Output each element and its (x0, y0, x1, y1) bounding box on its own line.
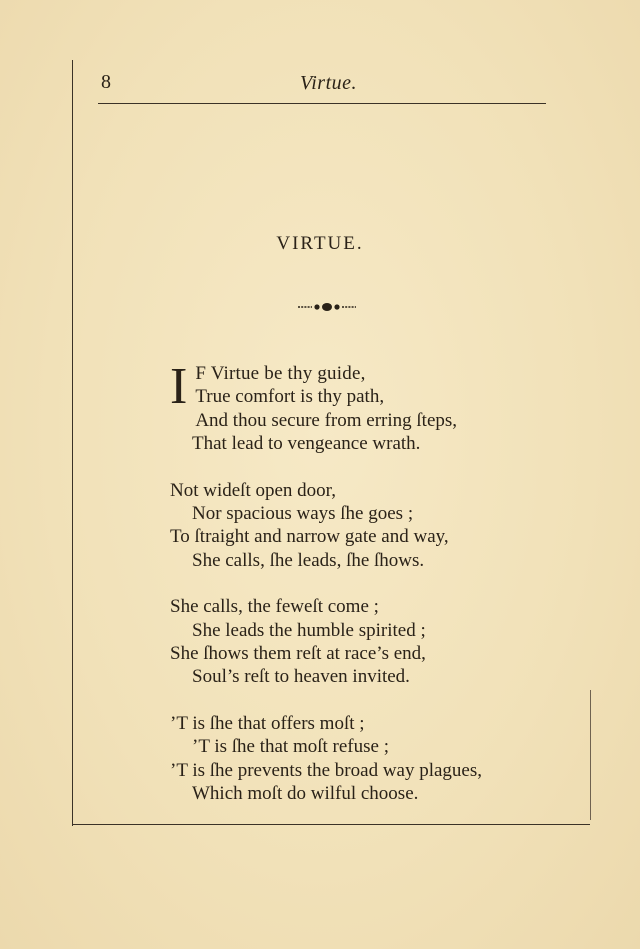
poem-line: True comfort is thy path, (195, 386, 385, 408)
poem-line-first: I F Virtue be thy guide, (170, 358, 366, 415)
poem-line: Which moſt do wilful choose. (192, 782, 419, 804)
ornament-divider-icon (296, 300, 358, 314)
drop-cap: I (170, 358, 188, 415)
poem-body (170, 358, 530, 829)
page-number: 8 (101, 71, 111, 93)
stanza-2 (170, 479, 530, 572)
running-head: Virtue. (300, 72, 358, 94)
poem-line: That lead to vengeance wrath. (192, 432, 421, 454)
poem-line: ’T is ſhe that moſt refuse ; (192, 736, 389, 758)
header-rule (98, 103, 546, 104)
poem-line: Nor spacious ways ſhe goes ; (192, 502, 414, 524)
poem-line: Soul’s reſt to heaven invited. (192, 666, 410, 688)
poem-line: Not wideſt open door, (170, 479, 336, 501)
stanza-4 (170, 712, 530, 805)
poem-line: ’T is ſhe prevents the broad way plagues, (170, 759, 483, 781)
poem-line: She calls, ſhe leads, ſhe ſhows. (192, 549, 425, 571)
poem-line: She leads the humble spirited ; (192, 619, 426, 641)
stanza-3 (170, 595, 530, 688)
poem-line: She calls, the feweſt come ; (170, 596, 379, 618)
page-border-left (72, 60, 73, 826)
poem-line: She ſhows them reſt at race’s end, (170, 642, 426, 664)
stanza-1 (170, 358, 530, 455)
poem-title: VIRTUE. (276, 233, 364, 254)
poem-line: To ſtraight and narrow gate and way, (170, 526, 449, 548)
poem-line: ’T is ſhe that offers moſt ; (170, 713, 365, 735)
poem-line: And thou secure from erring ſteps, (195, 409, 458, 431)
page-border-right (590, 690, 591, 820)
